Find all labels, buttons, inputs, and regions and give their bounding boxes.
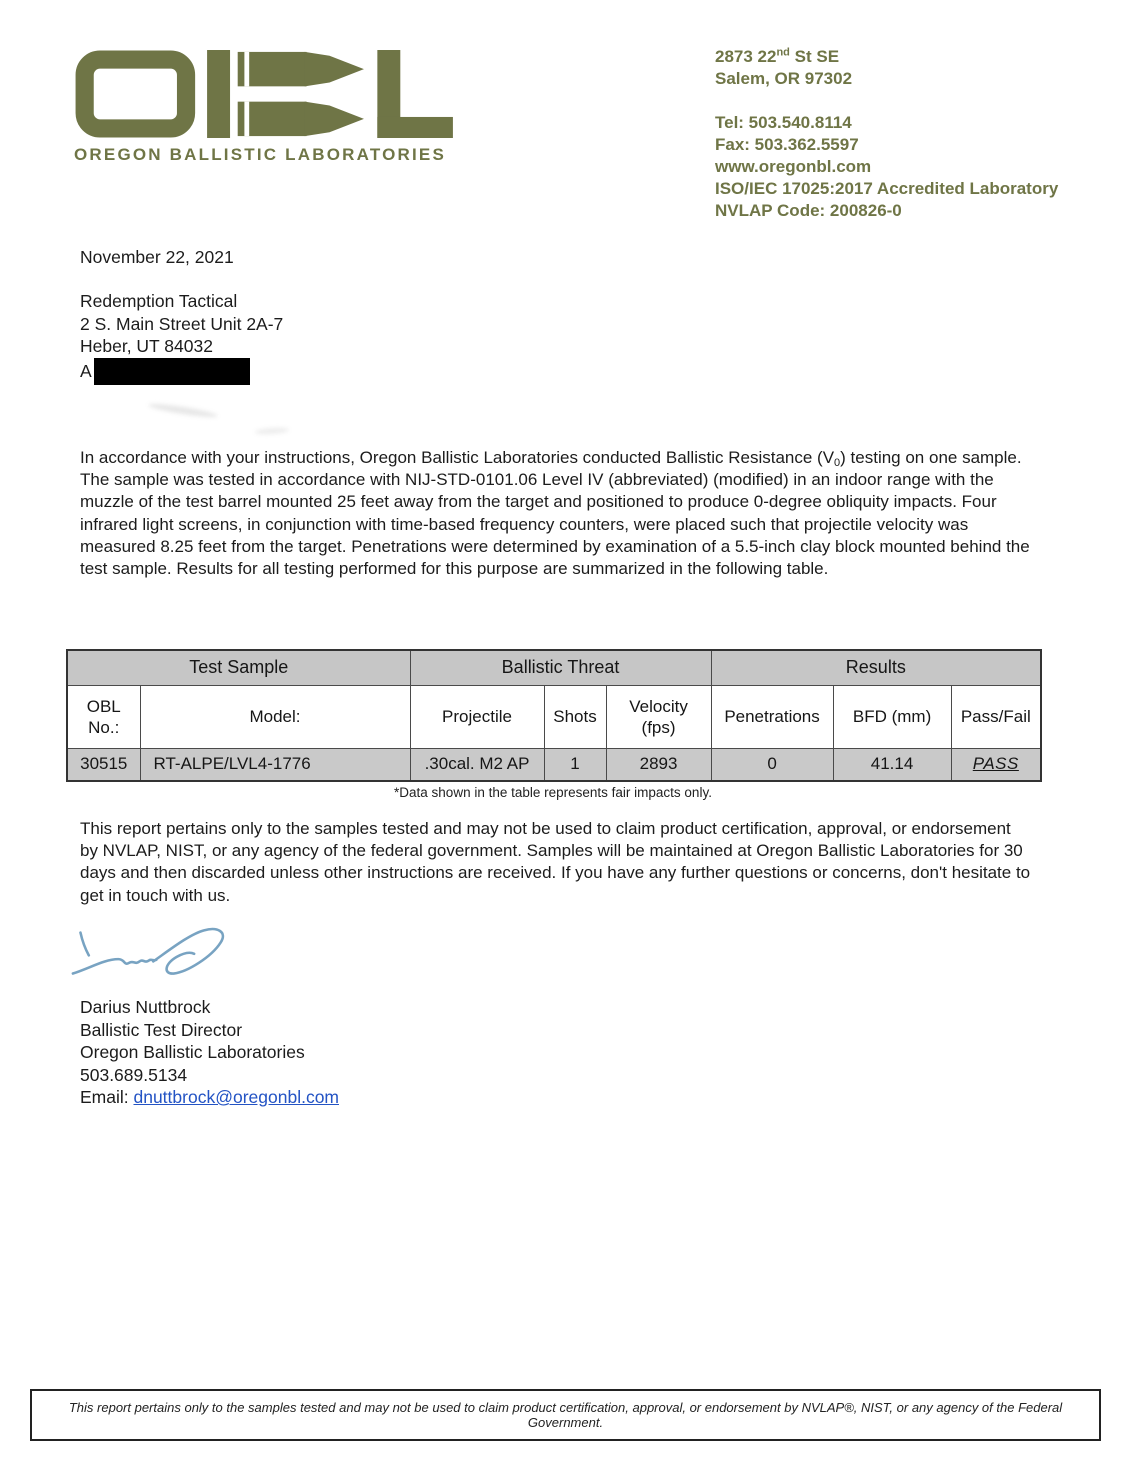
cell-projectile: .30cal. M2 AP	[410, 748, 544, 781]
email-link[interactable]: dnuttbrock@oregonbl.com	[133, 1087, 339, 1107]
table-column-header-row	[67, 685, 1041, 748]
obl-logo-icon	[74, 50, 454, 138]
group-test-sample: Test Sample	[67, 650, 410, 685]
company-address-line2: Salem, OR 97302	[715, 69, 853, 88]
letter-body	[80, 447, 1032, 580]
recipient-redacted-line: A	[80, 358, 283, 385]
company-logo-block	[74, 50, 464, 165]
footer-disclaimer-box	[30, 1389, 1101, 1441]
cell-model: RT-ALPE/LVL4-1776	[140, 748, 410, 781]
company-website: www.oregonbl.com	[715, 157, 872, 176]
col-velocity: Velocity (fps)	[606, 685, 711, 748]
signer-title: Ballistic Test Director	[80, 1019, 243, 1040]
recipient-address2: Heber, UT 84032	[80, 336, 213, 356]
signer-name: Darius Nuttbrock	[80, 997, 211, 1017]
results-table	[66, 649, 1042, 782]
col-shots: Shots	[544, 685, 606, 748]
cell-velocity: 2893	[606, 748, 711, 781]
scan-smudge	[255, 427, 289, 435]
company-fax: Fax: 503.362.5597	[715, 135, 859, 154]
cell-shots: 1	[544, 748, 606, 781]
paragraph-closing: This report pertains only to the samples tested and may not be used to claim product certification, approval, or endorsement by NVLAP, NIST, or any agency of the federal government. Samples will be maintained at Oregon Ballistic Laboratories for 30 days and then discarded unless other instructions are received. If you have any further questions or concerns, don't hesitate to get in touch with us.	[80, 819, 1031, 905]
signer-company: Oregon Ballistic Laboratories	[80, 1042, 305, 1062]
group-results: Results	[711, 650, 1041, 685]
company-tel: Tel: 503.540.8114	[715, 113, 852, 132]
company-address-line1: 2873 22nd St SE	[715, 46, 840, 66]
email-label: Email:	[80, 1087, 134, 1107]
signer-phone: 503.689.5134	[80, 1064, 188, 1085]
col-bfd: BFD (mm)	[833, 685, 951, 748]
recipient-block	[80, 290, 283, 385]
group-ballistic-threat: Ballistic Threat	[410, 650, 711, 685]
footer-disclaimer-text: This report pertains only to the samples tested and may not be used to claim product certification, approval, or endorsement by NVLAP®, NIST, or any agency of the Federal Government.	[68, 1400, 1063, 1430]
company-contact-block	[715, 46, 1058, 222]
col-model: Model:	[140, 685, 410, 748]
paragraph-method: The sample was tested in accordance with NIJ-STD-0101.06 Level IV (abbreviated) (modified) in an indoor range with the muzzle of the test barrel mounted 25 feet away from the target and positioned to produce 0-degree obliquity impacts. Four infrared light screens, in conjunction with time-based frequency counters, were placed such that projectile velocity was measured 8.25 feet from the target. Penetrations were determined by examination of a 5.5-inch clay block mounted behind the test sample. Results for all testing performed for this purpose are summarized in the following table.	[80, 470, 1030, 579]
redaction-box	[94, 358, 250, 385]
paragraph-intro: In accordance with your instructions, Oregon Ballistic Laboratories conducted Ballistic Resistance $(V_0)$ testing on one sample.	[80, 448, 1022, 469]
table-row	[67, 748, 1041, 781]
cell-bfd: 41.14	[833, 748, 951, 781]
cell-penetrations: 0	[711, 748, 833, 781]
col-obl-no: OBL No.:	[67, 685, 140, 748]
cell-pass-fail: PASS	[951, 748, 1041, 781]
scan-smudge	[148, 402, 218, 420]
table-group-header-row	[67, 650, 1041, 685]
cell-obl-no: 30515	[67, 748, 140, 781]
signer-email-line	[80, 1086, 339, 1109]
recipient-name: Redemption Tactical	[80, 291, 238, 311]
col-projectile: Projectile	[410, 685, 544, 748]
company-accreditation: ISO/IEC 17025:2017 Accredited Laboratory	[715, 179, 1059, 198]
recipient-address1: 2 S. Main Street Unit 2A-7	[80, 313, 284, 334]
signer-block	[80, 996, 339, 1109]
col-penetrations: Penetrations	[711, 685, 833, 748]
company-name: OREGON BALLISTIC LABORATORIES	[74, 145, 447, 164]
table-footnote: *Data shown in the table represents fair impacts only.	[394, 785, 712, 800]
letter-date: November 22, 2021	[80, 247, 234, 267]
company-nvlap-code: NVLAP Code: 200826-0	[715, 201, 902, 220]
handwritten-signature	[68, 922, 243, 994]
col-pass-fail: Pass/Fail	[951, 685, 1041, 748]
